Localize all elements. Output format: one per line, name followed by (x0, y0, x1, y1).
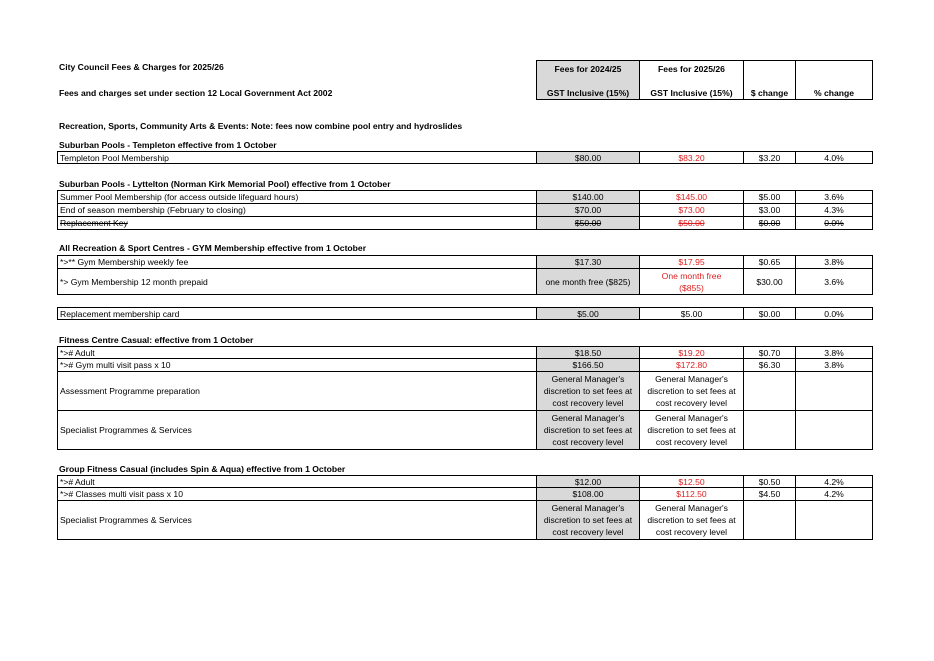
row-desc: Specialist Programmes & Services (57, 501, 537, 540)
row-pct-change: 3.8% (795, 346, 873, 359)
row-desc: Summer Pool Membership (for access outside lifeguard hours) (57, 190, 537, 204)
row-pct-change: 4.0% (795, 151, 873, 164)
row-fee-2526: $145.00 (639, 190, 744, 204)
header-gst-2425-label: GST Inclusive (15%) (546, 88, 630, 98)
row-desc: *> Gym Membership 12 month prepaid (57, 269, 537, 295)
row-pct-change (795, 411, 873, 450)
header-pct-change-label: % change (813, 88, 855, 98)
row-fee-2425: $140.00 (536, 190, 640, 204)
row-dollar-change: $3.00 (743, 204, 796, 217)
row-dollar-change: $0.50 (743, 475, 796, 488)
row-fee-2425: $5.00 (536, 307, 640, 320)
row-pct-change: 3.8% (795, 255, 873, 269)
row-pct-change: 3.6% (795, 269, 873, 295)
row-pct-change: 4.3% (795, 204, 873, 217)
section-title-group-fitness: Group Fitness Casual (includes Spin & Aqua) effective from 1 October (59, 464, 346, 474)
page-subtitle: Fees and charges set under section 12 Local Government Act 2002 (59, 88, 333, 98)
row-fee-2526: General Manager's discretion to set fees at cost recovery level (639, 501, 744, 540)
header-dollar-change-label: $ change (750, 88, 789, 98)
row-pct-change: 4.2% (795, 488, 873, 501)
section-title-lyttelton: Suburban Pools - Lyttelton (Norman Kirk Memorial Pool) effective from 1 October (59, 179, 391, 189)
row-desc: Assessment Programme preparation (57, 372, 537, 411)
row-desc: *># Adult (57, 346, 537, 359)
row-fee-2526: One month free ($855) (639, 269, 744, 295)
row-fee-2526: $5.00 (639, 307, 744, 320)
section-title-templeton: Suburban Pools - Templeton effective from 1 October (59, 140, 277, 150)
row-desc: Templeton Pool Membership (57, 151, 537, 164)
row-dollar-change: $0.00 (743, 307, 796, 320)
header-pct-change (795, 60, 873, 100)
row-fee-2425: General Manager's discretion to set fees at cost recovery level (536, 372, 640, 411)
row-fee-2425: $108.00 (536, 488, 640, 501)
row-fee-2526: $50.00 (678, 218, 705, 228)
row-fee-2425: $70.00 (536, 204, 640, 217)
row-dollar-change: $0.00 (758, 218, 781, 228)
row-fee-2526: $112.50 (639, 488, 744, 501)
row-pct-change (795, 501, 873, 540)
row-fee-2526: $172.80 (639, 359, 744, 372)
row-desc: *># Classes multi visit pass x 10 (57, 488, 537, 501)
row-dollar-change (743, 411, 796, 450)
row-fee-2425: $50.00 (574, 218, 602, 228)
section-title-fitness-centre: Fitness Centre Casual: effective from 1 October (59, 335, 254, 345)
row-pct-change: 3.8% (795, 359, 873, 372)
row-desc: Replacement membership card (57, 307, 537, 320)
row-desc: End of season membership (February to closing) (57, 204, 537, 217)
row-dollar-change: $5.00 (743, 190, 796, 204)
row-fee-2526: General Manager's discretion to set fees at cost recovery level (639, 411, 744, 450)
row-pct-change: 0.0% (824, 218, 844, 228)
intro-text: Recreation, Sports, Community Arts & Events: Note: fees now combine pool entry and hydroslides (59, 121, 463, 131)
row-dollar-change: $6.30 (743, 359, 796, 372)
row-pct-change: 4.2% (795, 475, 873, 488)
page-title: City Council Fees & Charges for 2025/26 (59, 62, 224, 72)
row-fee-2425: $18.50 (536, 346, 640, 359)
row-pct-change: 0.0% (795, 307, 873, 320)
section-title-gym: All Recreation & Sport Centres - GYM Membership effective from 1 October (59, 243, 367, 253)
row-desc: *>** Gym Membership weekly fee (57, 255, 537, 269)
header-fees-2526-label: Fees for 2025/26 (658, 64, 725, 74)
row-dollar-change: $4.50 (743, 488, 796, 501)
row-desc: *># Gym multi visit pass x 10 (57, 359, 537, 372)
row-fee-2526: $12.50 (639, 475, 744, 488)
row-fee-2425: $12.00 (536, 475, 640, 488)
header-gst-2526-label: GST Inclusive (15%) (650, 88, 733, 98)
row-dollar-change (743, 501, 796, 540)
row-dollar-change (743, 372, 796, 411)
header-fees-2425-label: Fees for 2024/25 (554, 64, 622, 74)
row-fee-2425: $17.30 (536, 255, 640, 269)
row-fee-2526: $83.20 (639, 151, 744, 164)
row-fee-2425: General Manager's discretion to set fees at cost recovery level (536, 411, 640, 450)
row-desc: Replacement Key (60, 218, 128, 228)
header-fees-2526 (639, 60, 744, 100)
row-dollar-change: $0.70 (743, 346, 796, 359)
row-fee-2425: one month free ($825) (536, 269, 640, 295)
row-fee-2425: $80.00 (536, 151, 640, 164)
row-desc: *># Adult (57, 475, 537, 488)
row-fee-2425: General Manager's discretion to set fees at cost recovery level (536, 501, 640, 540)
row-fee-2526: General Manager's discretion to set fees at cost recovery level (639, 372, 744, 411)
row-pct-change (795, 372, 873, 411)
row-fee-2425: $166.50 (536, 359, 640, 372)
row-fee-2526: $73.00 (639, 204, 744, 217)
header-fees-2425 (536, 60, 640, 100)
row-dollar-change: $3.20 (743, 151, 796, 164)
header-dollar-change (743, 60, 796, 100)
row-fee-2526: $17.95 (639, 255, 744, 269)
row-dollar-change: $0.65 (743, 255, 796, 269)
row-desc: Specialist Programmes & Services (57, 411, 537, 450)
row-dollar-change: $30.00 (743, 269, 796, 295)
row-fee-2526: $19.20 (639, 346, 744, 359)
row-pct-change: 3.6% (795, 190, 873, 204)
